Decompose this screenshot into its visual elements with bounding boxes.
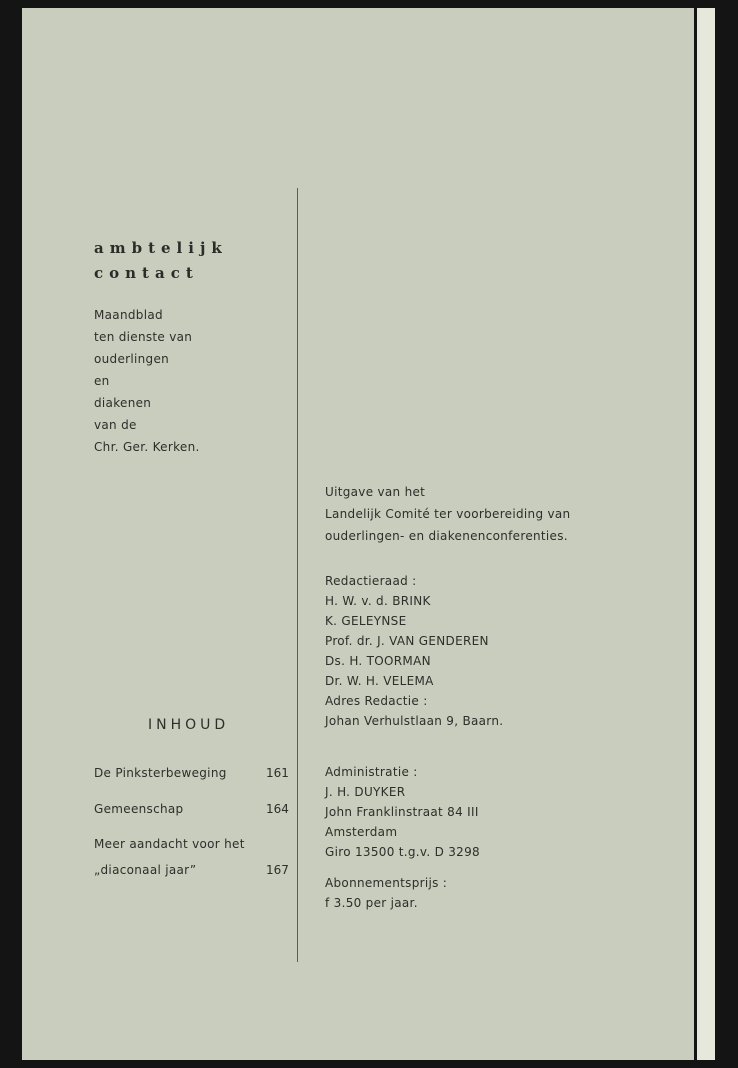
subtitle-line: en [94,374,110,388]
subscription-heading: Abonnementsprijs : [325,876,448,890]
administration-heading: Administratie : [325,765,418,779]
editor-name: K. GELEYNSE [325,614,407,628]
editorial-address-label: Adres Redactie : [325,694,428,708]
publisher-line: Landelijk Comité ter voorbereiding van [325,507,571,521]
administration-block [325,762,480,862]
administration-name: J. H. DUYKER [325,785,406,799]
publisher-line: Uitgave van het [325,485,426,499]
contents-item-page: 161 [266,766,289,780]
subtitle-line: ten dienste van [94,330,193,344]
subtitle-line: van de [94,418,137,432]
subtitle-line: ouderlingen [94,352,170,366]
contents-item-title-continued: „diaconaal jaar” [94,863,197,877]
editorial-heading: Redactieraad : [325,574,417,588]
editor-name: H. W. v. d. BRINK [325,594,431,608]
contents-item-page: 164 [266,802,289,816]
contents-item-title: De Pinksterbeweging [94,766,227,780]
page-edge [697,8,715,1060]
administration-street: John Franklinstraat 84 III [325,805,479,819]
masthead-subtitle [94,304,200,458]
editor-name: Prof. dr. J. VAN GENDEREN [325,634,489,648]
contents-item-title: Gemeenschap [94,802,184,816]
administration-city: Amsterdam [325,825,398,839]
publisher-block [325,481,570,547]
column-divider [297,188,298,962]
contents-heading: INHOUD [148,717,230,733]
editorial-block [325,571,503,731]
subscription-block [325,873,447,913]
masthead-title-line2: contact [94,264,199,282]
subscription-price: f 3.50 per jaar. [325,896,418,910]
administration-giro: Giro 13500 t.g.v. D 3298 [325,845,480,859]
masthead-title-line1: ambtelijk [94,239,228,257]
subtitle-line: diakenen [94,396,152,410]
editorial-address: Johan Verhulstlaan 9, Baarn. [325,714,504,728]
editor-name: Dr. W. H. VELEMA [325,674,434,688]
publisher-line: ouderlingen- en diakenenconferenties. [325,529,568,543]
contents-item-page: 167 [266,863,289,877]
masthead-title [94,236,228,286]
subtitle-line: Maandblad [94,308,163,322]
subtitle-line: Chr. Ger. Kerken. [94,440,200,454]
editor-name: Ds. H. TOORMAN [325,654,431,668]
contents-item-title: Meer aandacht voor het [94,837,245,851]
